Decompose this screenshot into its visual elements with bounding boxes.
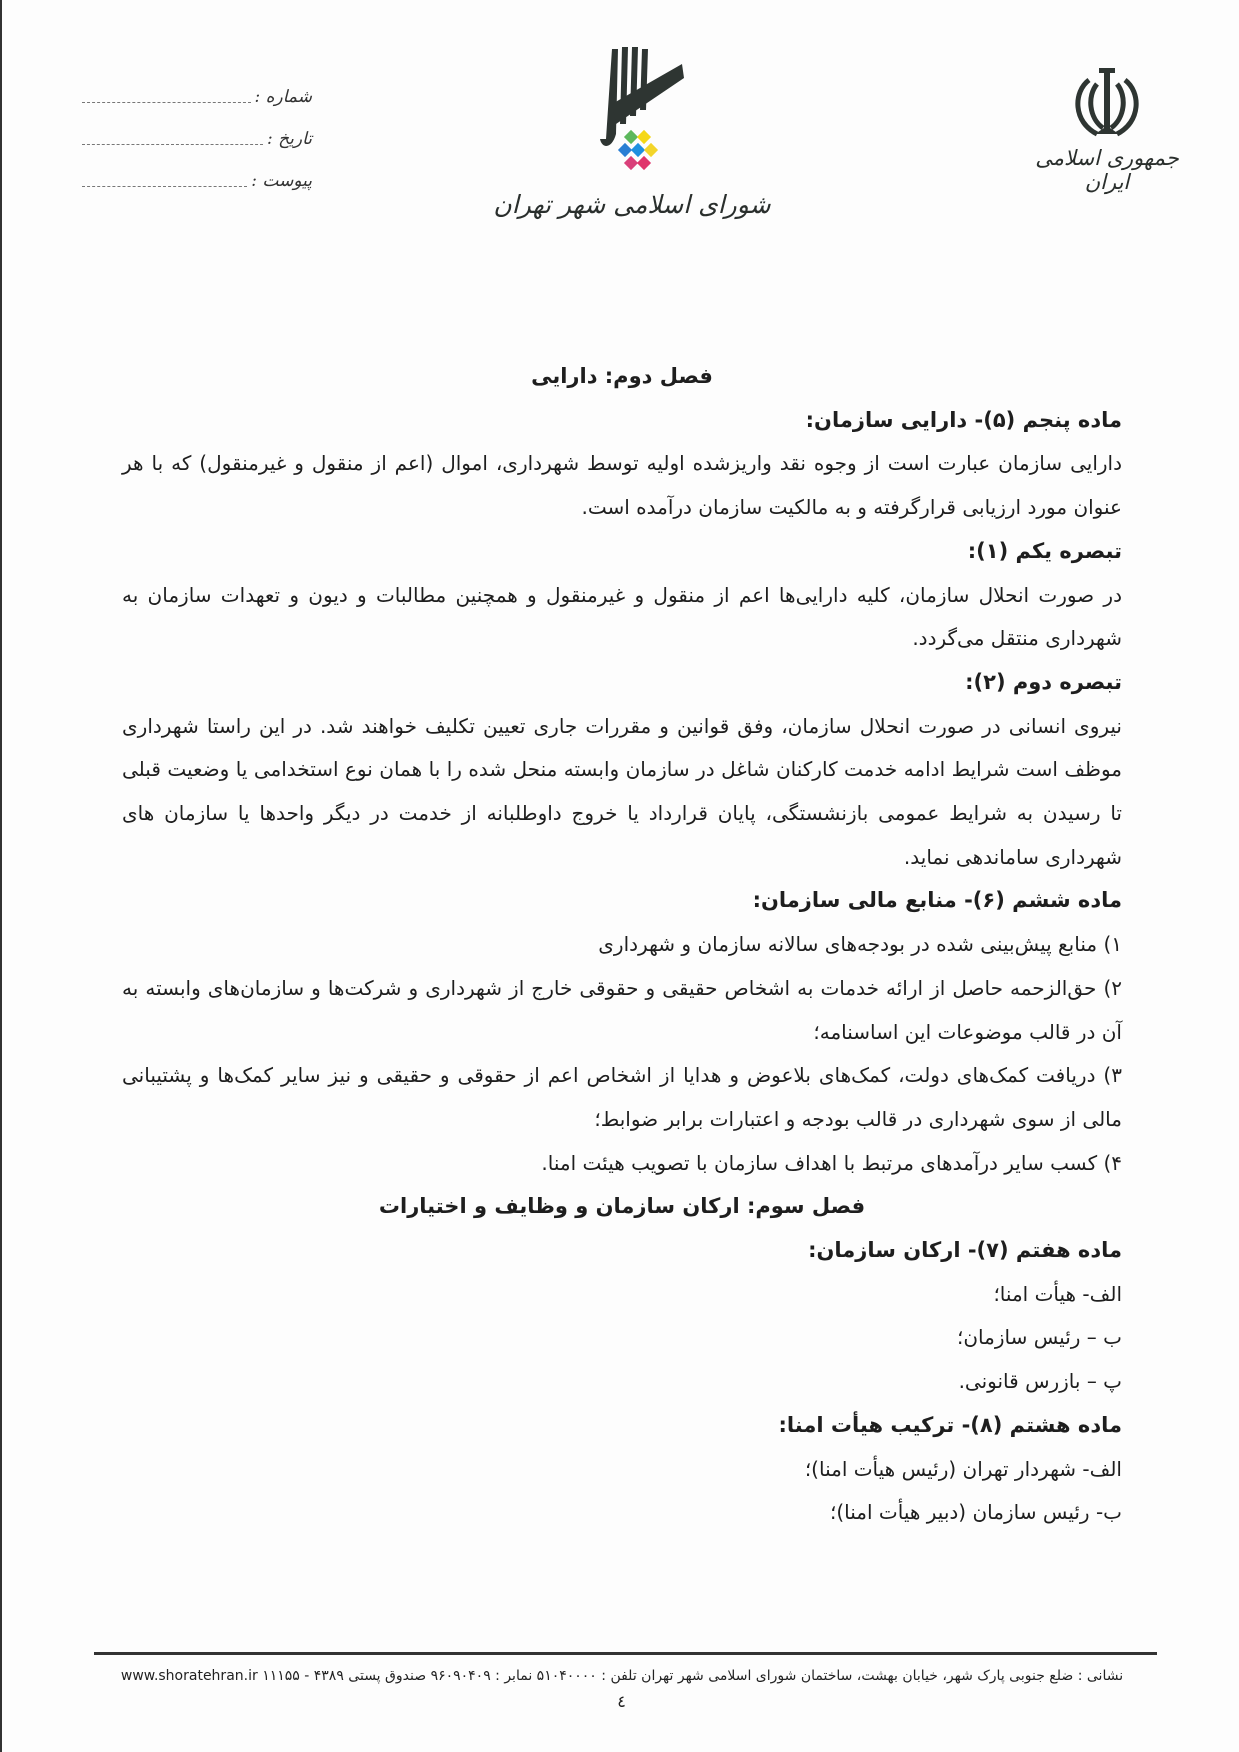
attachment-blank [82,186,247,187]
list-item: الف- هیأت امنا؛ [993,1281,1122,1306]
note-1-heading: تبصره یکم (۱): [967,538,1122,563]
page-number: ٤ [617,1692,626,1711]
tehran-council-logo [482,44,782,219]
iran-emblem-logo [1032,62,1182,194]
number-blank [82,102,251,103]
list-item: ۲) حق‌الزحمه حاصل از ارائه خدمات به اشخاص حقیقی و حقوقی خارج از شهرداری و شرکت‌ها و سازمان‌های وابسته به آن در قالب موضوعات این اساسنامه؛ [122,975,1122,1044]
attachment-field [82,160,312,202]
article-5-text: دارایی سازمان عبارت است از وجوه نقد واریزشده اولیه توسط شهرداری، اموال (اعم از منقول و غیرمنقول) که با هر عنوان مورد ارزیابی قرارگرفته و به مالکیت سازمان درآمده است. [122,451,1122,520]
chapter-3-title: فصل سوم: ارکان سازمان و وظایف و اختیارات [378,1194,866,1219]
list-item: ۳) دریافت کمک‌های دولت، کمک‌های بلاعوض و هدایا از اشخاص اعم از حقوقی و حقیقی و نیز سایر کمک‌ها و پشتیبانی مالی از سوی شهرداری در قالب بودجه و اعتبارات برابر ضوابط؛ [122,1063,1122,1131]
list-item: الف- شهردار تهران (رئیس هیأت امنا)؛ [804,1456,1122,1481]
note-1-text: در صورت انحلال سازمان، کلیه دارایی‌ها اعم از منقول و غیرمنقول و همچنین مطالبات و دیون و تعهدات سازمان به شهرداری منتقل می‌گردد. [122,582,1122,651]
note-2-text: نیروی انسانی در صورت انحلال سازمان، وفق قوانین و مقررات جاری تعیین تکلیف خواهند شد. در این راستا شهرداری موظف است شرایط ادامه خدمت کارکنان شاغل در سازمان وابسته منحل شده را با همان نوع استخدامی یا وضعیت قبلی تا رسیدن به شرایط عمومی بازنشستگی، پایان قرارداد یا خروج داوطلبانه از خدمت در دیگر واحدها یا سازمان های شهرداری ساماندهی نماید. [122,713,1122,869]
attachment-label: پیوست : [251,171,312,191]
article-8-heading: ماده هشتم (۸)- ترکیب هیأت امنا: [778,1412,1122,1437]
number-label: شماره : [254,87,312,107]
chapter-2-title: فصل دوم: دارایی [531,364,713,388]
number-field [82,76,312,118]
note-2-heading: تبصره دوم (۲): [965,669,1122,694]
council-logo-icon [572,44,692,184]
letter-meta-fields [82,76,312,202]
list-item: ب – رئیس سازمان؛ [956,1325,1122,1350]
article-6-heading: ماده ششم (۶)- منابع مالی سازمان: [752,888,1122,913]
emblem-icon [1067,62,1147,142]
list-item: پ – بازرس قانونی. [958,1369,1122,1394]
footer-address: نشانی : ضلع جنوبی پارک شهر، خیابان بهشت، ساختمان شورای اسلامی شهر تهران تلفن : ۵۱۰۴۰۰۰۰ نمابر : ۹۶۰۹۰۴۰۹ صندوق پستی ۴۳۸۹ - ۱۱۱۵۵ www.shoratehran.ir [120,1668,1124,1684]
date-blank [82,144,263,145]
list-item: ب- رئیس سازمان (دبیر هیأت امنا)؛ [829,1500,1122,1525]
list-item: ۴) کسب سایر درآمدهای مرتبط با اهداف سازمان با تصویب هیئت امنا. [541,1150,1122,1175]
date-label: تاریخ : [267,129,312,149]
council-caption: شورای اسلامی شهر تهران [493,190,771,219]
date-field [82,118,312,160]
article-5-heading: ماده پنجم (۵)- دارایی سازمان: [805,407,1122,432]
list-item: ۱) منابع پیش‌بینی شده در بودجه‌های سالانه سازمان و شهرداری [598,932,1122,957]
document-body [122,355,1122,1535]
emblem-caption: جمهوری اسلامی ایران [1035,146,1179,194]
article-7-heading: ماده هفتم (۷)- ارکان سازمان: [808,1238,1122,1263]
footer-divider [94,1652,1157,1655]
